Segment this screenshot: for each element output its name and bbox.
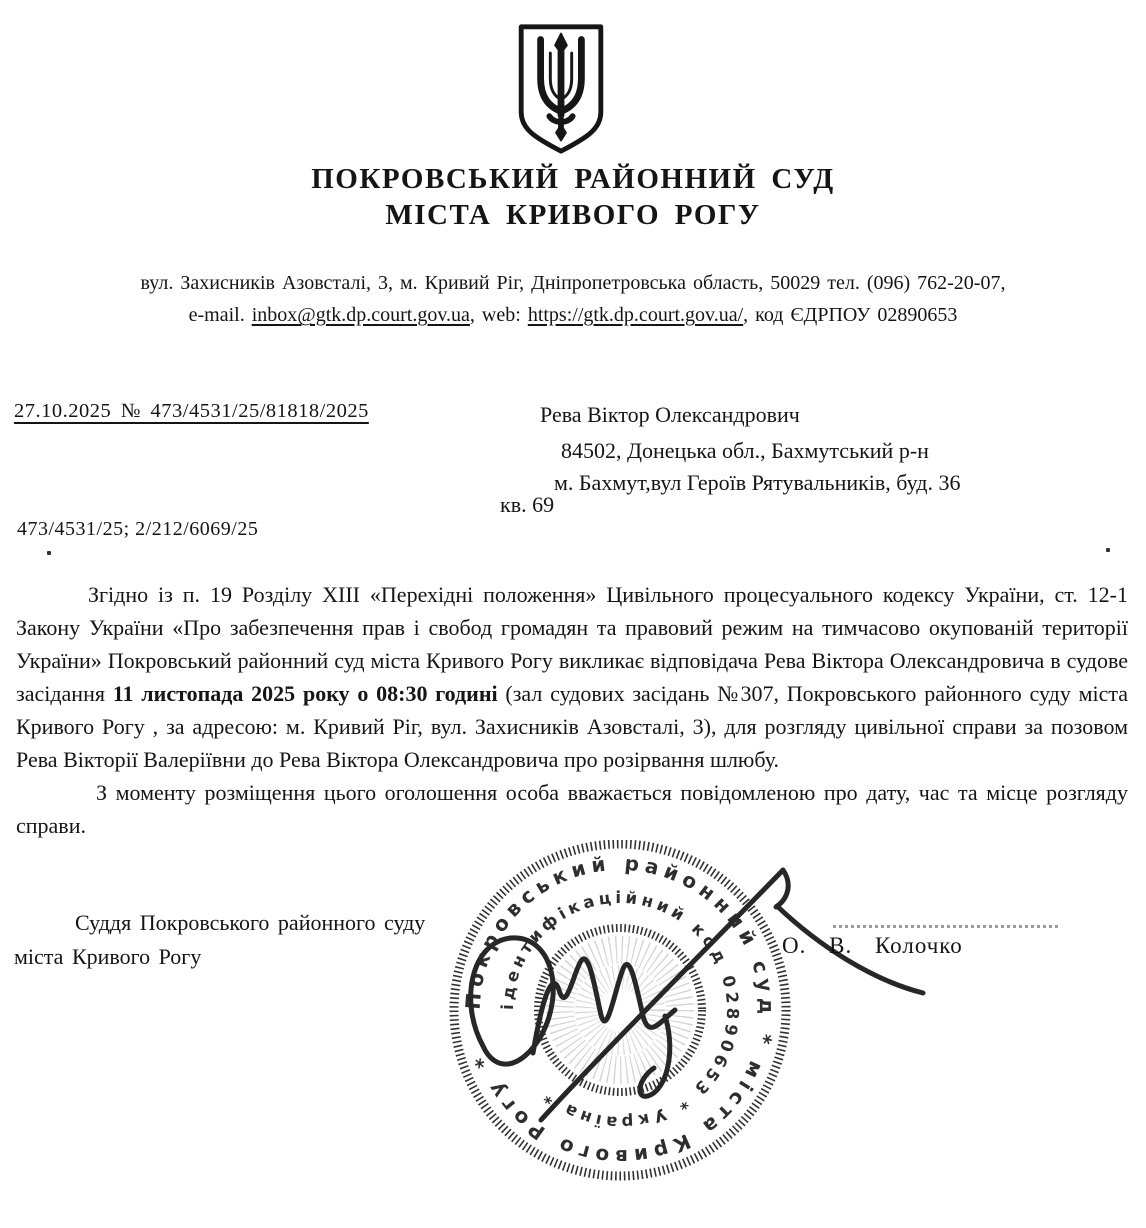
recipient-name: Рева Віктор Олександрович (540, 402, 800, 427)
court-name-line1: ПОКРОВСЬКИЙ РАЙОННИЙ СУД (311, 163, 835, 195)
web-label: , web: (469, 304, 528, 326)
court-address-line1: вул. Захисників Азовсталі, 3, м. Кривий Ріг, Дніпропетровська область, 50029 тел. (096) 762-20-07, (140, 272, 1006, 294)
summons-text-part1: Згідно із п. 19 Розділу XIII «Перехідні положення» Цивільного процесуального кодексу України, ст. 12-1 Закону України «Про забезпечення прав і свобод громадян та правовий режим на тимчасово окупованій території України» Покровський районний суд міста Кривого Рогу викликає відповідача Рева Віктора Олександровича в судове засідання (16, 582, 1128, 706)
web-link: https://gtk.dp.court.gov.ua/ (527, 304, 744, 326)
edrpou-code: , код ЄДРПОУ 02890653 (743, 304, 958, 326)
letter-body (16, 578, 1128, 842)
seal-inner-text: ідентифікаційний код 02890653 * Україна * (497, 887, 743, 1133)
ukraine-trident-emblem (512, 22, 610, 156)
recipient-address-line1: 84502, Донецька обл., Бахмутський р-н (561, 438, 929, 463)
judge-title-line1: Суддя Покровського районного суду (75, 910, 426, 935)
hearing-date: 11 листопада 2025 року (112, 681, 350, 706)
body-paragraph-2: З моменту розміщення цього оголошення особа вважається повідомленою про дату, час та місце розгляду справи. (16, 780, 1128, 838)
court-name-line2: МІСТА КРИВОГО РОГУ (385, 199, 761, 231)
email-link: inbox@gtk.dp.court.gov.ua (251, 304, 470, 326)
recipient-address-line2: м. Бахмут,вул Героїв Рятувальників, буд. 36 (554, 470, 961, 495)
summons-text-part2: (зал судових засідань №307, Покровського районного суду міста Кривого Рогу , за адресою: м. Кривий Ріг, вул. Захисників Азовсталі, 3), для розгляду цивільної справи за позовом Рева Вікторії Валеріївни до Рева Віктора Олександровича про розірвання шлюбу. (16, 681, 1129, 772)
body-paragraph-1 (16, 578, 1128, 776)
seal-outer-text: Покровський районний суд * міста Кривого Рогу * (460, 850, 780, 1170)
outgoing-date-number: 27.10.2025 № 473/4531/25/81818/2025 (14, 400, 369, 422)
scan-artifact-dot (1106, 548, 1110, 552)
recipient-address-line3: кв. 69 (500, 492, 555, 517)
scan-artifact-dot (47, 551, 51, 555)
judge-name: О. В. Колочко (782, 933, 963, 958)
court-round-seal (425, 840, 945, 1228)
judge-title-line2: міста Кривого Рогу (14, 944, 202, 969)
hearing-time: о 08:30 годині (357, 681, 498, 706)
court-address-line2 (0, 300, 1146, 331)
case-numbers: 473/4531/25; 2/212/6069/25 (17, 518, 259, 540)
email-label: e-mail. (188, 304, 252, 326)
